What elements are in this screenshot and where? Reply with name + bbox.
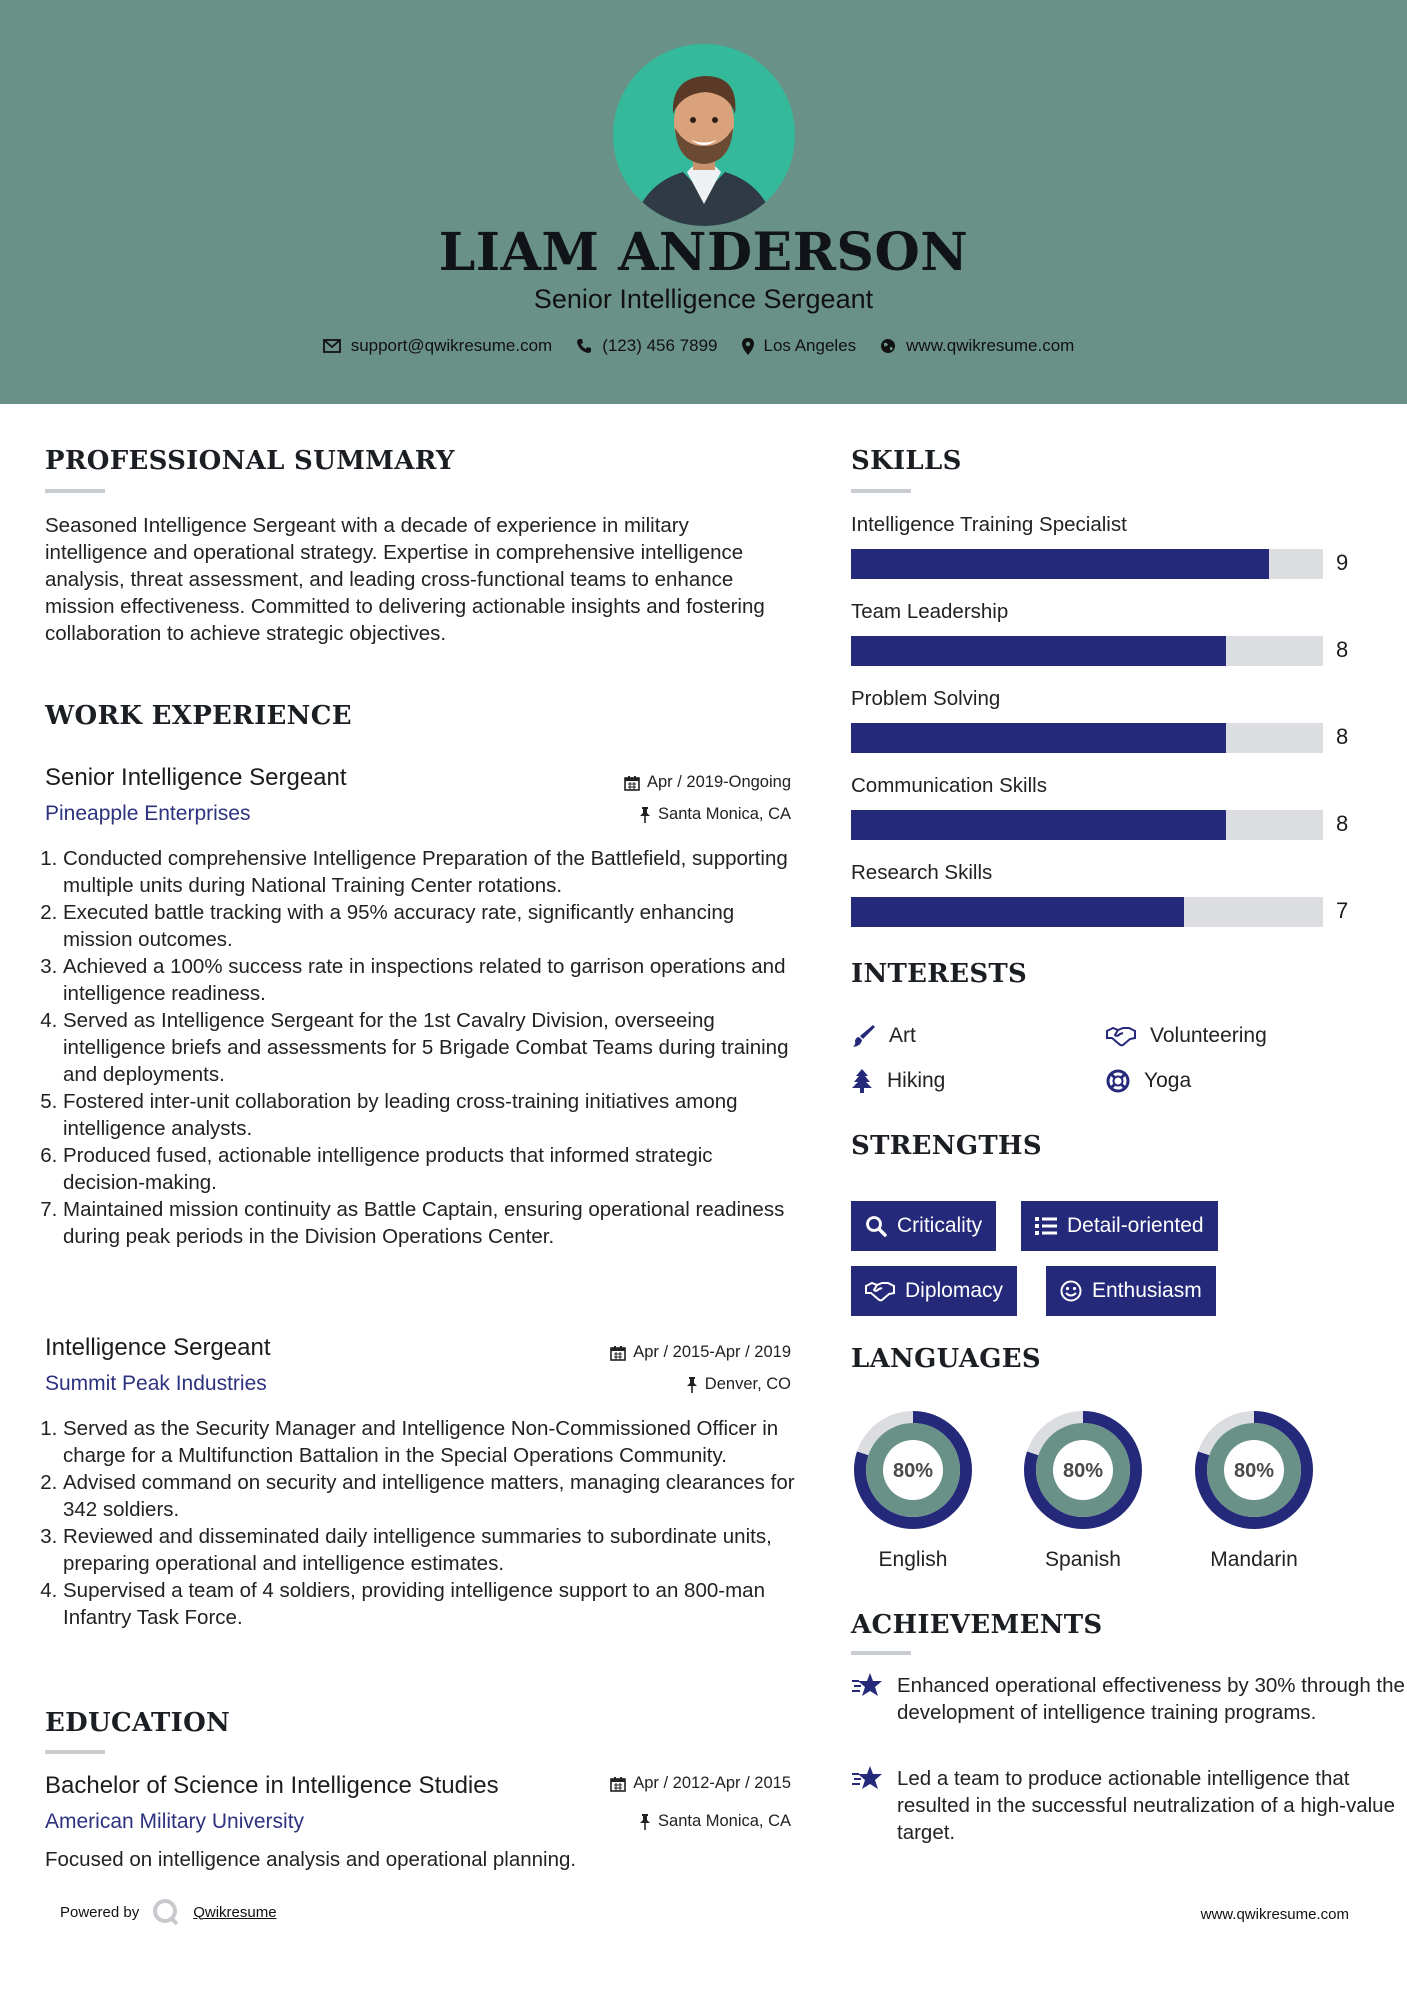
smile-icon [1060, 1280, 1082, 1302]
dates-text: Apr / 2019-Ongoing [646, 773, 791, 791]
star-icon [851, 1765, 883, 1791]
skill-name: Research Skills [851, 861, 993, 884]
skill-value: 8 [1336, 811, 1349, 836]
skill-value: 8 [1336, 724, 1349, 749]
language-item [1021, 1408, 1145, 1571]
footer-website[interactable]: www.qwikresume.com [1200, 1906, 1349, 1923]
language-donut [1192, 1408, 1316, 1532]
interest-art [851, 1024, 916, 1048]
skill-bar-fill [851, 897, 1184, 927]
interest-yoga [1106, 1069, 1191, 1093]
qwikresume-logo-icon [151, 1897, 181, 1927]
calendar-icon [610, 1345, 626, 1361]
language-name: Spanish [1045, 1548, 1121, 1571]
lifebuoy-icon [1106, 1069, 1130, 1093]
skill-bar [851, 810, 1323, 840]
list-icon [1035, 1217, 1057, 1235]
contact-bar [0, 336, 1407, 356]
list-item: 3. Achieved a 100% success rate in inspections related to garrison operations and intelligence readiness. [63, 953, 797, 1007]
list-item: 7. Maintained mission continuity as Battle Captain, ensuring operational readiness during peak periods in the Division Operations Center. [63, 1196, 797, 1250]
map-pin-icon [742, 338, 754, 355]
strength-label: Detail-oriented [1067, 1214, 1204, 1237]
skill-name: Team Leadership [851, 600, 1009, 623]
globe-icon [880, 338, 896, 354]
footer-powered-by [60, 1897, 277, 1927]
list-item: 2. Executed battle tracking with a 95% accuracy rate, significantly enhancing mission outcomes. [63, 899, 797, 953]
achievement-text: Enhanced operational effectiveness by 30% through the development of intelligence training programs. [897, 1674, 1405, 1724]
strength-enthusiasm [1046, 1266, 1216, 1316]
list-item: 2. Advised command on security and intelligence matters, managing clearances for 342 soldiers. [63, 1469, 797, 1523]
skill-bar [851, 549, 1323, 579]
skill-name: Intelligence Training Specialist [851, 513, 1127, 536]
interest-volunteering [1106, 1024, 1267, 1048]
education-rule [45, 1750, 105, 1754]
strength-criticality [851, 1201, 996, 1251]
handshake-icon [865, 1280, 895, 1302]
skill-bar-fill [851, 810, 1226, 840]
job-location [500, 805, 791, 824]
location-text: Santa Monica, CA [658, 805, 791, 823]
interest-label: Yoga [1144, 1069, 1192, 1092]
skill-name: Problem Solving [851, 687, 1001, 710]
job-dates [500, 773, 791, 792]
skill-bar [851, 636, 1323, 666]
interest-label: Hiking [887, 1069, 946, 1092]
summary-text: Seasoned Intelligence Sergeant with a decade of experience in military intelligence and operational strategy. Expertise in comprehensive intelligence analysis, threat assessment, and leading cross-functional teams to enhance mission effectiveness. Committed to delivering actionable insights and fostering collaboration to achieve strategic objectives. [45, 514, 765, 645]
list-item: 4. Served as Intelligence Sergeant for the 1st Cavalry Division, overseeing intelligence briefs and assessments for 5 Brigade Combat Teams during training and deployments. [63, 1007, 797, 1088]
skill-value: 8 [1336, 637, 1349, 662]
school-name: American Military University [45, 1810, 305, 1833]
skill-bar-fill [851, 723, 1226, 753]
strength-diplomacy [851, 1266, 1017, 1316]
paintbrush-icon [851, 1024, 875, 1048]
pushpin-icon [639, 1814, 651, 1830]
language-donut [1021, 1408, 1145, 1532]
summary-heading: PROFESSIONAL SUMMARY [45, 446, 455, 476]
strength-label: Enthusiasm [1092, 1279, 1202, 1302]
brand-link[interactable]: Qwikresume [193, 1903, 277, 1921]
strength-detail-oriented [1021, 1201, 1218, 1251]
star-icon [851, 1672, 883, 1698]
profile-photo [613, 44, 795, 226]
language-item [1192, 1408, 1316, 1571]
skill-bar [851, 897, 1323, 927]
experience-heading: WORK EXPERIENCE [45, 701, 352, 731]
job-bullets [45, 1415, 797, 1631]
dates-text: Apr / 2015-Apr / 2019 [633, 1343, 791, 1361]
language-percent: 80% [892, 1460, 934, 1482]
handshake-icon [1106, 1025, 1136, 1047]
achievement-text: Led a team to produce actionable intelligence that resulted in the successful neutralization of a high-value target. [897, 1767, 1395, 1844]
job-title: Intelligence Sergeant [45, 1334, 271, 1361]
candidate-title: Senior Intelligence Sergeant [533, 284, 874, 314]
tree-icon [851, 1069, 873, 1093]
skill-value: 9 [1336, 550, 1349, 575]
achievement-item [851, 1672, 1407, 1726]
calendar-icon [610, 1776, 626, 1792]
resume-header [0, 0, 1407, 404]
job-dates [500, 1343, 791, 1362]
candidate-name: LIAM ANDERSON [438, 222, 969, 283]
company-name: Pineapple Enterprises [45, 802, 251, 825]
location-text: Los Angeles [763, 336, 857, 355]
envelope-icon [323, 339, 341, 353]
list-item: 6. Produced fused, actionable intelligence products that informed strategic decision-making. [63, 1142, 797, 1196]
language-item [851, 1408, 975, 1571]
pushpin-icon [686, 1377, 698, 1393]
skill-bar-fill [851, 636, 1226, 666]
job-bullets [45, 845, 797, 1250]
skill-name: Communication Skills [851, 774, 1047, 797]
education-location [500, 1812, 791, 1831]
company-name: Summit Peak Industries [45, 1372, 267, 1395]
phone-text: (123) 456 7899 [602, 336, 718, 355]
language-percent: 80% [1233, 1460, 1275, 1482]
language-donut [851, 1408, 975, 1532]
location-text: Santa Monica, CA [658, 1812, 791, 1830]
skill-value: 7 [1336, 898, 1349, 923]
contact-website[interactable] [880, 336, 1074, 356]
achievements-heading: ACHIEVEMENTS [851, 1610, 1103, 1640]
skill-bar [851, 723, 1323, 753]
skill-bar-fill [851, 549, 1269, 579]
list-item: 5. Fostered inter-unit collaboration by leading cross-training initiatives among intelligence analysts. [63, 1088, 797, 1142]
achievement-item [851, 1765, 1407, 1846]
contact-location [742, 336, 857, 356]
job-title: Senior Intelligence Sergeant [45, 764, 347, 791]
list-item: 1. Served as the Security Manager and Intelligence Non-Commissioned Officer in charge for a Multifunction Battalion in the Special Operations Community. [63, 1415, 797, 1469]
degree-title: Bachelor of Science in Intelligence Studies [45, 1772, 499, 1799]
phone-icon [576, 338, 592, 354]
language-percent: 80% [1062, 1460, 1104, 1482]
language-name: English [878, 1548, 948, 1571]
pushpin-icon [639, 807, 651, 823]
calendar-icon [624, 775, 640, 791]
interest-hiking [851, 1069, 945, 1093]
skills-rule [851, 489, 911, 493]
strength-label: Diplomacy [905, 1279, 1004, 1302]
search-icon [865, 1215, 887, 1237]
achievements-rule [851, 1651, 911, 1655]
contact-phone[interactable] [576, 336, 717, 356]
list-item: 1. Conducted comprehensive Intelligence Preparation of the Battlefield, supporting multiple units during National Training Center rotations. [63, 845, 797, 899]
dates-text: Apr / 2012-Apr / 2015 [633, 1774, 791, 1792]
summary-rule [45, 489, 105, 493]
website-text: www.qwikresume.com [906, 336, 1075, 355]
list-item: 4. Supervised a team of 4 soldiers, providing intelligence support to an 800-man Infantry Task Force. [63, 1577, 797, 1631]
job-location [500, 1375, 791, 1394]
contact-email[interactable] [323, 336, 553, 356]
strengths-heading: STRENGTHS [851, 1131, 1042, 1161]
education-dates [500, 1774, 791, 1793]
email-text: support@qwikresume.com [350, 336, 553, 355]
interest-label: Art [889, 1024, 916, 1047]
language-name: Mandarin [1210, 1548, 1298, 1571]
skills-heading: SKILLS [851, 446, 962, 476]
education-description: Focused on intelligence analysis and operational planning. [45, 1848, 577, 1871]
strength-label: Criticality [897, 1214, 983, 1237]
powered-by-text: Powered by [60, 1903, 140, 1921]
education-heading: EDUCATION [45, 1708, 231, 1738]
location-text: Denver, CO [704, 1375, 791, 1393]
list-item: 3. Reviewed and disseminated daily intelligence summaries to subordinate units, preparing operational and intelligence estimates. [63, 1523, 797, 1577]
interest-label: Volunteering [1150, 1024, 1267, 1047]
languages-heading: LANGUAGES [851, 1344, 1041, 1374]
interests-heading: INTERESTS [851, 959, 1028, 989]
